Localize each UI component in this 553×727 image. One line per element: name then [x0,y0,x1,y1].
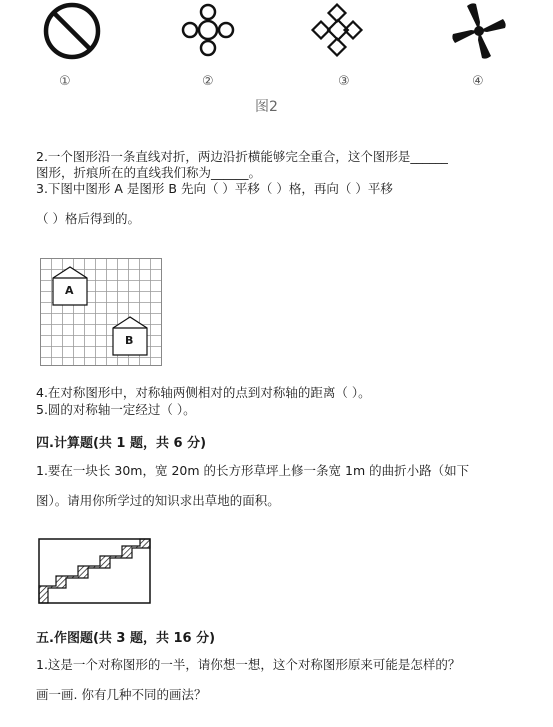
figure-caption: 图2 [255,99,278,115]
figure-number-4: ④ [472,74,484,89]
shape-b-label: B [125,334,134,347]
question-2-line-2: 图形，折痕所在的直线我们称为______。 [36,165,262,180]
endless-knot-icon [305,3,375,65]
section-5-question-1-line-1: 1.这是一个对称图形的一半，请你想一想，这个对称图形原来可能是怎样的？ [36,657,461,672]
shape-a-label: A [65,284,74,297]
question-5: 5.圆的对称轴一定经过（ ）。 [36,402,196,417]
section-4-question-1-line-2: 图）。请用你所学过的知识求出草地的面积。 [36,493,280,508]
no-sign-icon [40,3,110,63]
section-5-question-1-line-2: 画一画. 你有几种不同的画法？ [36,687,207,702]
question-3-line-2: （ ）格后得到的。 [36,211,140,226]
figure-number-3: ③ [338,74,350,89]
translation-grid-figure [40,258,164,368]
section-4-question-1-line-1: 1.要在一块长 30m，宽 20m 的长方形草坪上修一条宽 1m 的曲折小路（如下 [36,463,470,478]
figure-number-2: ② [202,74,214,89]
question-3-line-1: 3.下图中图形 A 是图形 B 先向（ ）平移（ ）格，再向（ ）平移 [36,181,393,196]
pinwheel-swastika-icon [445,0,515,65]
question-4: 4.在对称图形中，对称轴两侧相对的点到对称轴的距离（ ）。 [36,385,371,400]
section-4-heading: 四.计算题(共 1 题，共 6 分) [36,436,207,451]
question-2-line-1: 2.一个图形沿一条直线对折，两边沿折横能够完全重合，这个图形是______ [36,149,448,164]
zigzag-path-figure [38,538,152,606]
figure-number-1: ① [59,74,71,89]
section-5-heading: 五.作图题(共 3 题，共 16 分) [36,631,216,646]
four-circles-flower-icon [175,3,245,63]
